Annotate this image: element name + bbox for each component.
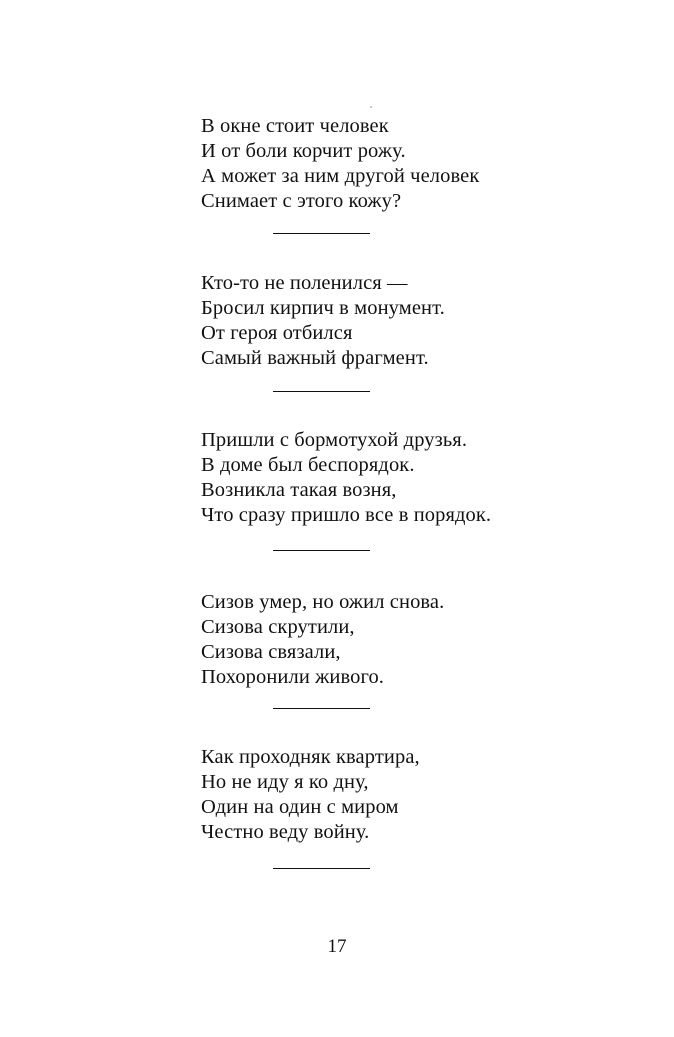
verse-line: В доме был беспорядок. <box>201 454 415 476</box>
stanza-divider <box>273 391 370 392</box>
verse-line: Кто-то не поленился — <box>201 272 408 294</box>
verse-line: А может за ним другой человек <box>201 165 480 187</box>
stanza-3 <box>201 428 601 528</box>
stanza-2 <box>201 271 601 371</box>
stanza-divider <box>273 708 370 709</box>
stanza-1 <box>201 114 601 214</box>
stanza-divider <box>273 550 370 551</box>
stanza-divider <box>273 233 370 234</box>
stanza-5 <box>201 745 601 845</box>
verse-line: В окне стоит человек <box>201 115 389 137</box>
verse-line: Сизова связали, <box>201 641 341 663</box>
verse-line: И от боли корчит рожу. <box>201 140 406 162</box>
verse-line: Самый важный фрагмент. <box>201 347 429 369</box>
verse-line: Пришли с бормотухой друзья. <box>201 429 468 451</box>
verse-line: Сизов умер, но ожил снова. <box>201 591 445 613</box>
verse-line: Честно веду войну. <box>201 821 370 843</box>
verse-line: Но не иду я ко дну, <box>201 771 369 793</box>
verse-line: Сизова скрутили, <box>201 616 355 638</box>
verse-line: Как проходняк квартира, <box>201 746 420 768</box>
page-number: 17 <box>327 936 347 957</box>
verse-line: Возникла такая возня, <box>201 479 397 501</box>
scan-speck <box>370 106 372 108</box>
verse-line: Что сразу пришло все в порядок. <box>201 504 492 526</box>
verse-line: Снимает с этого кожу? <box>201 190 402 212</box>
stanza-divider <box>273 868 370 869</box>
verse-line: Бросил кирпич в монумент. <box>201 297 445 319</box>
stanza-4 <box>201 590 601 690</box>
verse-line: Похоронили живого. <box>201 666 385 688</box>
verse-line: Один на один с миром <box>201 796 399 818</box>
verse-line: От героя отбился <box>201 322 353 344</box>
